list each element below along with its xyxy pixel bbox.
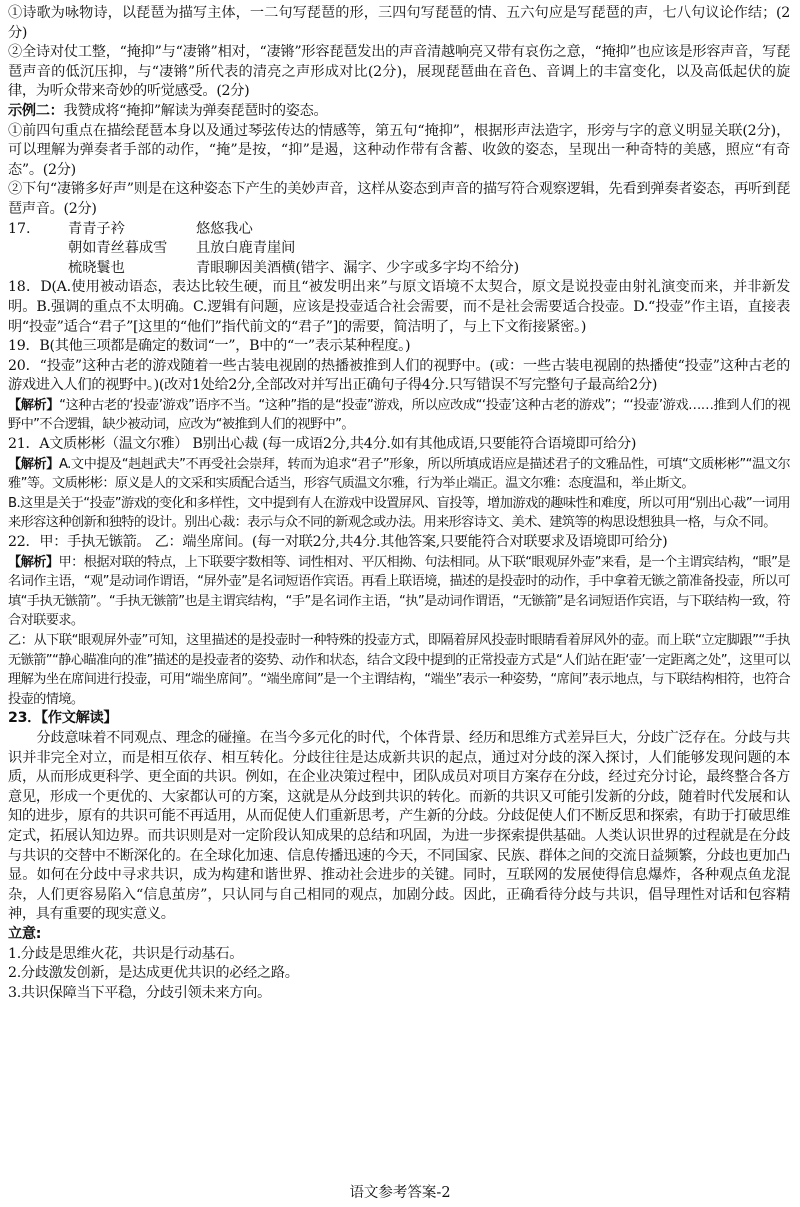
q17-line-2b: 且放白鹿青崖间 [196, 240, 296, 257]
q17-number: 17. [8, 220, 31, 237]
liyi-item-1: 1.分歧是思维火花，共识是行动基石。 [8, 945, 244, 962]
q20-analysis-label: 【解析】 [8, 397, 60, 413]
q22-answer: 22．甲：手执无镞箭。 乙：端坐席间。(每一对联2分,共4分.其他答案,只要能符合对联要求及语境即可给分) [8, 534, 668, 551]
q20-answer: 20．“投壶”这种古老的游戏随着一些古装电视剧的热播被推到人们的视野中。(或：一些古装电视剧的热播使“投壶”这种古老的游戏进入人们的视野中。)(改对1处给2分,全部改对并写出正确句子得4分.只写错误不写完整句子最高给2分) [8, 357, 790, 394]
q17-answer [8, 220, 790, 279]
q20-analysis-text: “这种古老的‘投壶’游戏”语序不当。“这种”指的是“投壶”游戏，所以应改成“‘投壶’这种古老的游戏”；“‘投壶’游戏……推到人们的视野中”不合逻辑，缺少被动词，应改为“被推到人们的视野中”。 [8, 397, 790, 433]
q17-line-2a: 朝如青丝暮成雪 [68, 240, 168, 257]
q18-answer: 18．D(A.使用被动语态，表达比较生硬，而且“被发明出来”与原文语境不太契合，原文是说投壶由射礼演变而来，并非新发明。B.强调的重点不太明确。C.逻辑有问题，应该是投壶适合社会需要，而不是社会需要适合投壶。D.“投壶”作主语，直接表明“投壶”适合“君子”[这里的“他们”指代前文的“君子”]的需要，简洁明了，与上下文衔接紧密。) [8, 279, 790, 335]
q21-analysis-b: B.这里是关于“投壶”游戏的变化和多样性，文中提到有人在游戏中设置屏风、盲投等，增加游戏的趣味性和难度，所以可用“别出心裁”一词用来形容这种创新和独特的设计。别出心裁：表示与众不同的新观念或办法。用来形容诗文、美术、建筑等的构思设想独具一格，与众不同。 [8, 495, 790, 531]
q19-answer: 19．B(其他三项都是确定的数词“一”，B中的“一”表示某种程度。) [8, 338, 411, 355]
q22-analysis-b: 乙：从下联“眼观屏外壶”可知，这里描述的是投壶时一种特殊的投壶方式，即隔着屏风投壶时眼睛看着屏风外的壶。而上联“立定脚跟”“手执无镞箭”“静心瞄准向的准”描述的是投壶者的姿势、动作和状态，结合文段中提到的正常投壶方式是“人们站在距‘壶’一定距离之处”，这里可以理解为坐在席间进行投壶，可用“端坐席间”。“端坐席间”是一个主谓结构，“端坐”表示一种姿势，“席间”表示地点，与下联结构相符，也符合投壶的情境。 [8, 633, 790, 707]
para-4: ②下句“凄锵多好声”则是在这种姿态下产生的美妙声音，这样从姿态到声音的描写符合观察逻辑，先看到弹奏者姿态，再听到琵琶声音。(2分) [8, 181, 790, 217]
q22-analysis-a-text: 甲：根据对联的特点，上下联要字数相等、词性相对、平仄相拗、句法相同。从下联“眼观屏外壶”来看，是一个主谓宾结构，“眼”是名词作主语，“观”是动词作谓语，“屏外壶”是名词短语作宾语。再看上联语境，描述的是投壶时的动作，手中拿着无镞之箭准备投壶，所以可填“手执无镞箭”。“手执无镞箭”也是主谓宾结构，“手”是名词作主语，“执”是动词作谓语，“无镞箭”是名词短语作宾语，与下联结构一致，符合对联要求。 [8, 554, 790, 629]
q17-line-1a: 青青子衿 [68, 220, 125, 237]
q23-essay-body: 分歧意味着不同观点、理念的碰撞。在当今多元化的时代，个体背景、经历和思维方式差异巨大，分歧广泛存在。分歧与共识并非完全对立，而是相互依存、相互转化。分歧往往是达成新共识的起点，通过对分歧的深入探讨，人们能够发现问题的本质，从而形成更科学、更全面的共识。例如，在企业决策过程中，团队成员对项目方案存在分歧，经过充分讨论，最终整合各方意见，形成一个更优的、大家都认可的方案，这就是从分歧到共识的转化。而新的共识又可能引发新的分歧，随着时代发展和认知的进步，原有的共识可能不再适用，从而促使人们重新思考，产生新的分歧。分歧促使人们不断反思和探索，有助于打破思维定式，拓展认知边界。而共识则是对一定阶段认知成果的总结和巩固，为进一步探索提供基础。人类认识世界的过程就是在分歧与共识的交替中不断深化的。在全球化加速、信息传播迅速的今天，不同国家、民族、群体之间的交流日益频繁，分歧也更加凸显。如何在分歧中寻求共识，成为构建和谐世界、推动社会进步的关键。同时，互联网的发展使得信息爆炸，各种观点鱼龙混杂，人们更容易陷入“信息茧房”，只认同与自己相同的观点，加剧分歧。因此，正确看待分歧与共识，倡导理性对话和包容精神，具有重要的现实意义。 [8, 729, 790, 923]
example-2 [8, 102, 790, 122]
q23-title: 【作文解读】 [41, 710, 118, 727]
q23-number: 23． [8, 710, 42, 727]
para-1: ①诗歌为咏物诗，以琵琶为描写主体，一二句写琵琶的形，三四句写琵琶的情、五六句应是写琵琶的声，七八句议论作结；(2分) [8, 5, 790, 41]
q22-analysis-a [8, 553, 790, 631]
example-2-label: 示例二： [8, 102, 64, 119]
q21-analysis-label: 【解析】 [8, 456, 59, 472]
q21-analysis-a-text: A.文中提及“赳赳武夫”不再受社会崇拜，转而为追求“君子”形象，所以所填成语应是描述君子的文雅品性，可填“文质彬彬”“温文尔雅”等。文质彬彬：原义是人的文采和实质配合适当，形容气质温文尔雅，行为举止端正。温文尔雅：态度温和，举止斯文。 [8, 456, 790, 492]
q20-analysis [8, 396, 790, 435]
para-3: ①前四句重点在描绘琵琶本身以及通过琴弦传达的情感等，第五句“掩抑”，根据形声法造字，形旁与字的意义明显关联(2分)，可以理解为弹奏者手部的动作，“掩”是按，“抑”是遏，这种动作带有含蓄、收敛的姿态，呈现出一种奇特的美感，照应“有奇态”。(2分) [8, 122, 790, 178]
liyi-item-2: 2.分歧激发创新，是达成更优共识的必经之路。 [8, 965, 299, 982]
liyi-label: 立意: [8, 925, 42, 942]
q21-analysis-a [8, 455, 790, 494]
q21-answer: 21．A文质彬彬（温文尔雅） B别出心裁 (每一成语2分,共4分.如有其他成语,只要能符合语境即可给分) [8, 436, 637, 453]
q17-line-3b: 青眼聊因美酒横(错字、漏字、少字或多字均不给分) [196, 259, 520, 276]
q23-heading [8, 709, 790, 729]
example-2-text: 我赞成将“掩抑”解读为弹奏琵琶时的姿态。 [63, 102, 328, 119]
q17-line-1b: 悠悠我心 [196, 220, 253, 237]
q22-analysis-label: 【解析】 [8, 554, 59, 570]
para-2: ②全诗对仗工整，“掩抑”与“凄锵”相对，“凄锵”形容琵琶发出的声音清越响亮又带有哀伤之意，“掩抑”也应该是形容声音，写琵琶声音的低沉压抑，与“凄锵”所代表的清亮之声形成对比(2分)，展现琵琶曲在音色、音调上的丰富变化，以及高低起伏的旋律，为听众带来奇妙的听觉感受。(2分) [8, 44, 790, 100]
liyi-item-3: 3.共识保障当下平稳，分歧引领未来方向。 [8, 984, 271, 1001]
page-footer: 语文参考答案-2 [349, 1185, 451, 1201]
q17-line-3a: 梳晓鬟也 [68, 259, 125, 276]
